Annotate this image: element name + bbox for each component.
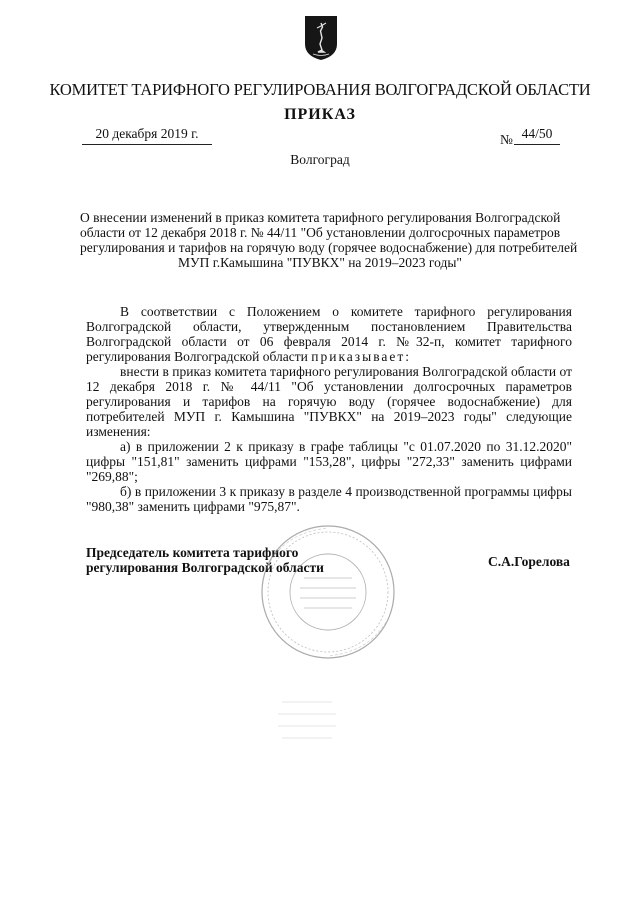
coat-of-arms-icon bbox=[303, 14, 339, 62]
order-keyword: приказывает: bbox=[311, 349, 412, 364]
subject-line: МУП г.Камышина "ПУВКХ" на 2019–2023 годы" bbox=[178, 255, 462, 270]
paragraph-text: В соответствии с Положением о комитете тарифного регулирования Волгоградской области, утвержденным постановлением Правительства Волгоградской области от 06 февраля 2014 г. №32-п, комитет тарифного регулирования Волгоградской области bbox=[86, 304, 572, 364]
document-date: 20 декабря 2019 г. bbox=[82, 126, 212, 145]
position-line: Председатель комитета тарифного bbox=[86, 545, 299, 560]
body-paragraph: б) в приложении 3 к приказу в разделе 4 производственной программы цифры "980,38" заменить цифрами "975,87". bbox=[86, 484, 572, 514]
document-type: ПРИКАЗ bbox=[284, 106, 356, 123]
signer-name: С.А.Горелова bbox=[488, 554, 570, 569]
body-paragraph bbox=[86, 304, 572, 364]
official-seal-icon bbox=[258, 522, 398, 662]
document-number-block bbox=[500, 126, 570, 148]
document-number: 44/50 bbox=[514, 126, 560, 145]
city: Волгоград bbox=[290, 152, 350, 167]
subject-line: области от 12 декабря 2018 г. № 44/11 "Об установлении долгосрочных параметров bbox=[80, 225, 561, 240]
position-line: регулирования Волгоградской области bbox=[86, 560, 324, 575]
number-sign: № bbox=[500, 132, 513, 147]
seal-imprint-icon bbox=[262, 690, 352, 760]
document-body bbox=[86, 304, 572, 514]
body-paragraph: а) в приложении 2 к приказу в графе таблицы "с 01.07.2020 по 31.12.2020" цифры "151,81" заменить цифрами "153,28", цифры "272,33" заменить цифрами "269,88"; bbox=[86, 439, 572, 484]
subject-line: О внесении изменений в приказ комитета тарифного регулирования Волгоградской bbox=[80, 210, 561, 225]
organization-name: КОМИТЕТ ТАРИФНОГО РЕГУЛИРОВАНИЯ ВОЛГОГРАДСКОЙ ОБЛАСТИ bbox=[49, 80, 591, 99]
body-paragraph: внести в приказ комитета тарифного регулирования Волгоградской области от 12 декабря 2018 г. № 44/11 "Об установлении долгосрочных параметров регулирования и тарифов на горячую воду (горячее водоснабжение) для потребителей МУП г. Камышина "ПУВКХ" на 2019–2023 годы" следующие изменения: bbox=[86, 364, 572, 439]
document-subject bbox=[80, 210, 578, 270]
subject-line: регулирования и тарифов на горячую воду (горячее водоснабжение) для потребителей bbox=[80, 240, 578, 255]
